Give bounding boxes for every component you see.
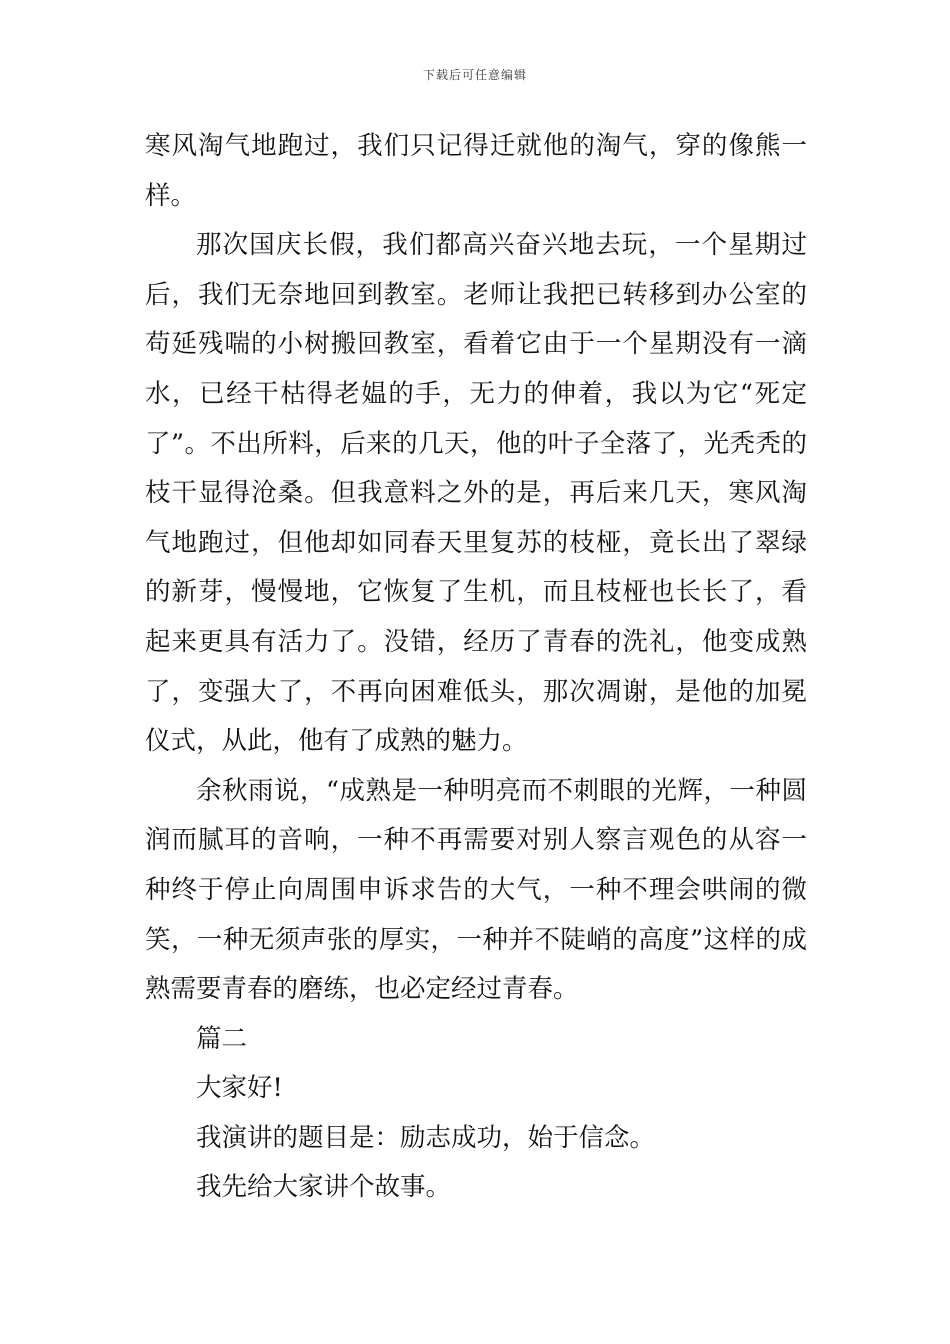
document-body [145, 122, 807, 1213]
paragraph-1: 寒风淘气地跑过，我们只记得迁就他的淘气，穿的像熊一样。 [145, 131, 807, 211]
page-header: 下载后可任意编辑 [422, 68, 527, 82]
story-intro: 我先给大家讲个故事。 [196, 1172, 452, 1203]
paragraph-2: 那次国庆长假，我们都高兴奋兴地去玩，一个星期过后，我们无奈地回到教室。老师让我把已转移到办公室的苟延残喘的小树搬回教室，看着它由于一个星期没有一滴水，已经干枯得老媪的手，无力的伸着，我以为它“死定了”。不出所料，后来的几天，他的叶子全落了，光秃秃的枝干显得沧桑。但我意料之外的是，再后来几天，寒风淘气地跑过，但他却如同春天里复苏的枝桠，竟长出了翠绿的新芽，慢慢地，它恢复了生机，而且枝桠也长长了，看起来更具有活力了。没错，经历了青春的洗礼，他变成熟了，变强大了，不再向困难低头，那次凋谢，是他的加冕仪式，从此，他有了成熟的魅力。 [145, 230, 807, 757]
greeting: 大家好! [196, 1073, 283, 1104]
speech-topic: 我演讲的题目是：励志成功，始于信念。 [196, 1122, 656, 1153]
paragraph-3: 余秋雨说，“成熟是一种明亮而不刺眼的光辉，一种圆润而腻耳的音响，一种不再需要对别人察言观色的从容一种终于停止向周围申诉求告的大气，一种不理会哄闹的微笑，一种无须声张的厚实，一种并不陡峭的高度”这样的成熟需要青春的磨练，也必定经过青春。 [145, 775, 807, 1005]
section-heading: 篇二 [196, 1023, 248, 1054]
